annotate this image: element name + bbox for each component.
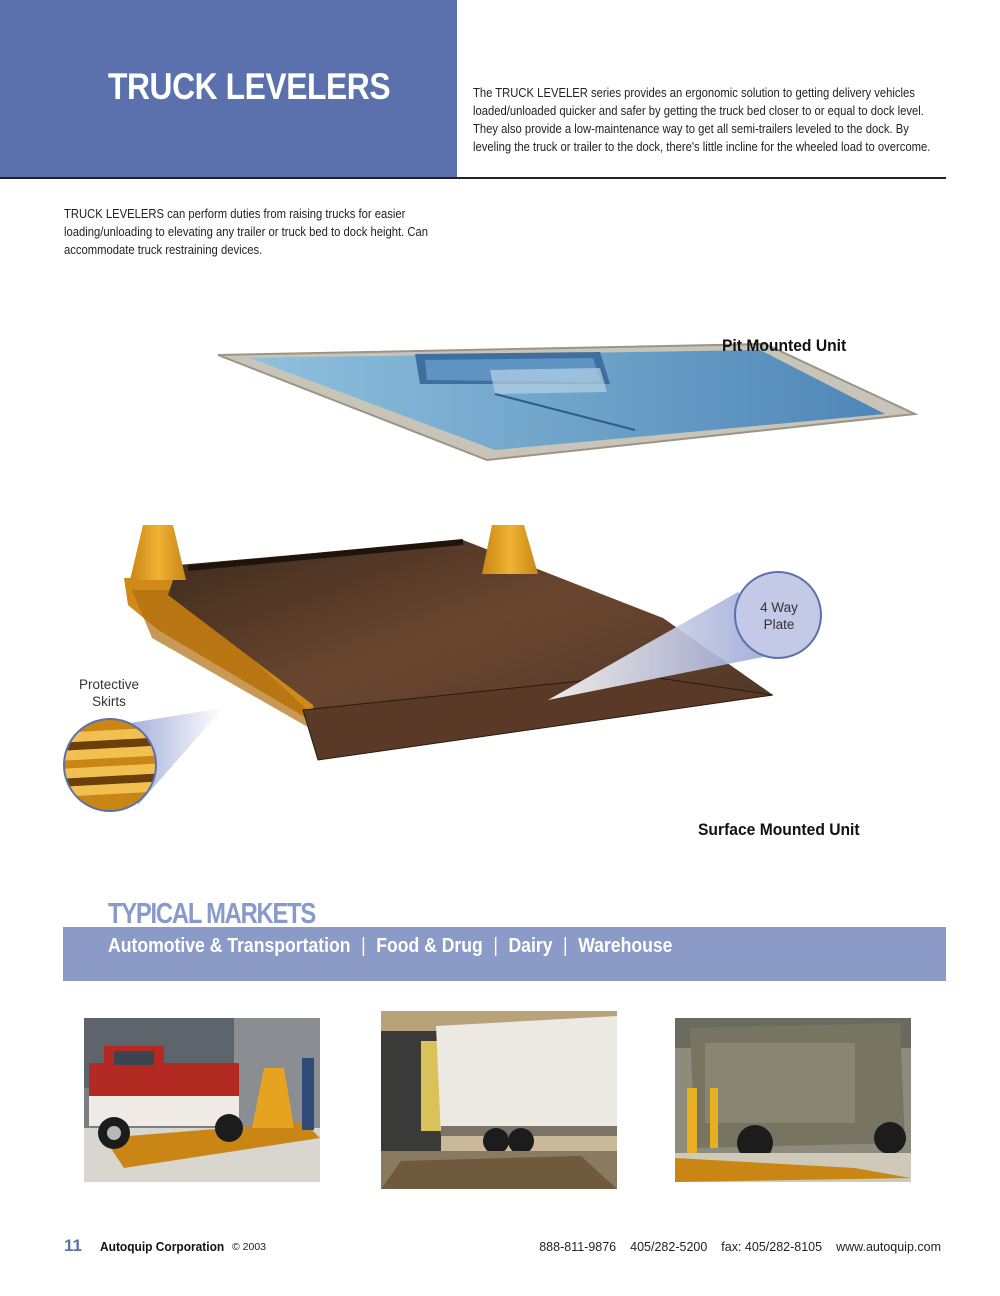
skirts-label-line-2: Skirts [92,694,126,709]
header-divider [0,177,946,179]
markets-heading: TYPICAL MARKETS [108,898,316,930]
page-title: TRUCK LEVELERS [108,66,391,107]
market-separator: | [493,935,498,957]
intro-paragraph: The TRUCK LEVELER series provides an ergonomic solution to getting delivery vehicles loaded/unloaded quicker and safer by getting the truck bed closer to or equal to dock level. They also provide a low-maintenance way to get all semi-trailers leveled to the dock. By leveling the truck or trailer to the dock, there's little incline for the wheeled load to overcome. [473,86,931,154]
markets-bar [63,927,946,981]
market-warehouse: Warehouse [578,935,673,957]
market-separator: | [361,935,366,957]
lead-paragraph: TRUCK LEVELERS can perform duties from raising trucks for easier loading/unloading to elevating any trailer or truck bed to dock height. Can accommodate truck restraining devices. [64,207,428,257]
skirts-callout-image [58,705,228,817]
pit-mounted-unit-image [215,340,920,465]
pickup-truck-photo [84,1018,320,1182]
plate-label-line-2: Plate [763,617,795,632]
plate-label [745,599,813,633]
market-automotive: Automotive & Transportation [108,935,351,957]
page-number: 11 [64,1236,82,1255]
market-food-drug: Food & Drug [376,935,483,957]
pit-mounted-caption: Pit Mounted Unit [722,336,847,355]
website-link[interactable]: www.autoquip.com [836,1240,941,1254]
phone-local: 405/282-5200 [630,1240,708,1254]
fax-number: fax: 405/282-8105 [721,1240,823,1254]
market-dairy: Dairy [508,935,553,957]
phone-tollfree: 888-811-9876 [539,1240,617,1254]
copyright-notice: © 2003 [232,1241,267,1253]
plate-label-line-1: 4 Way [760,600,798,615]
skirts-label-line-1: Protective [78,677,140,692]
market-separator: | [563,935,568,957]
van-loading-photo [675,1018,911,1182]
skirts-label [70,676,148,710]
trailer-dock-photo [381,1011,617,1189]
markets-list [108,935,672,958]
company-name: Autoquip Corporation [100,1239,225,1254]
surface-mounted-caption: Surface Mounted Unit [698,820,860,839]
page-footer [0,1236,1000,1260]
contact-info [539,1240,941,1254]
